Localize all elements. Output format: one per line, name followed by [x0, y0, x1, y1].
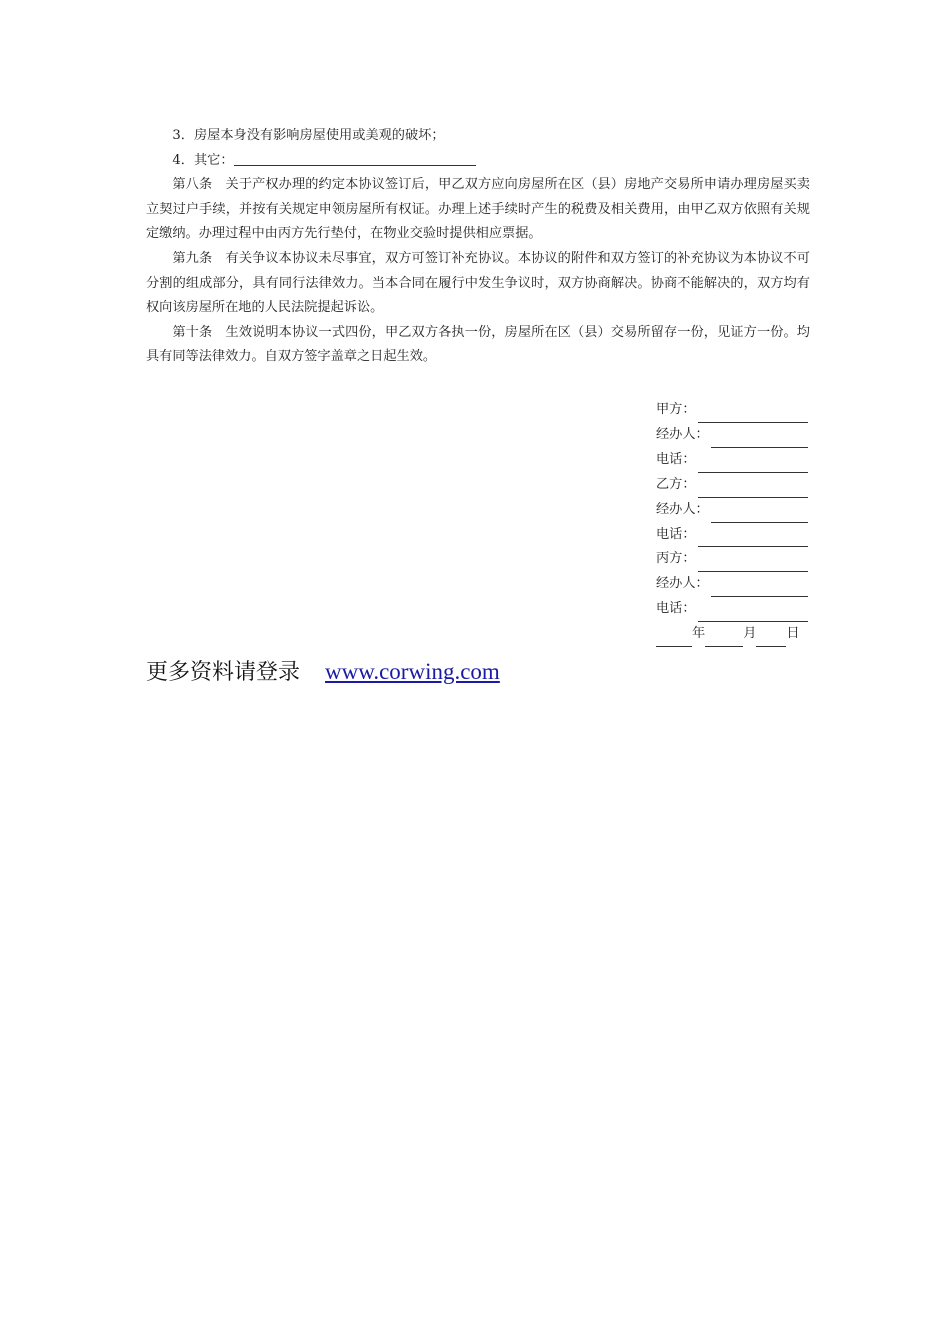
party-c-row: [656, 547, 808, 572]
party-a-row: [656, 398, 808, 423]
article-10: 第十条 生效说明本协议一式四份，甲乙双方各执一份，房屋所在区（县）交易所留存一份，见证方一份。均具有同等法律效力。自双方签字盖章之日起生效。: [146, 324, 810, 365]
footer-promo: [146, 655, 500, 690]
party-c-phone-label: 电话：: [656, 601, 696, 617]
clause-item-4-label: 4．其它：: [172, 152, 234, 168]
party-c-label: 丙方：: [656, 551, 696, 567]
party-c-agent-blank: [711, 580, 808, 597]
year-label: 年: [692, 626, 706, 642]
party-c-agent-row: [656, 572, 808, 597]
date-row: [656, 622, 808, 647]
month-label: 月: [743, 626, 757, 642]
party-b-agent-blank: [711, 506, 808, 523]
party-c-agent-label: 经办人：: [656, 576, 709, 592]
party-b-blank: [698, 481, 808, 498]
day-label: 日: [786, 626, 800, 642]
party-a-agent-blank: [711, 431, 808, 448]
party-a-blank: [698, 406, 808, 423]
party-c-phone-row: [656, 597, 808, 622]
signature-block: [656, 398, 808, 647]
article-9: 第九条 有关争议本协议未尽事宜，双方可签订补充协议。本协议的附件和双方签订的补充协议为本协议不可分割的组成部分，具有同行法律效力。当本合同在履行中发生争议时，双方协商解决。协商不能解决的，双方均有权向该房屋所在地的人民法院提起诉讼。: [146, 250, 810, 316]
other-blank-line: [234, 151, 476, 166]
party-c-blank: [698, 555, 808, 572]
year-blank: [656, 630, 692, 647]
party-b-phone-label: 电话：: [656, 526, 696, 542]
party-b-row: [656, 473, 808, 498]
party-b-agent-label: 经办人：: [656, 501, 709, 517]
party-a-phone-blank: [698, 456, 808, 473]
month-blank: [705, 630, 743, 647]
party-a-agent-label: 经办人：: [656, 426, 709, 442]
party-a-label: 甲方：: [656, 402, 696, 417]
party-b-phone-row: [656, 523, 808, 548]
party-b-agent-row: [656, 498, 808, 523]
footer-website-link[interactable]: www.corwing.com: [325, 659, 500, 684]
party-c-phone-blank: [698, 605, 808, 622]
party-a-phone-label: 电话：: [656, 451, 696, 467]
party-b-phone-blank: [698, 530, 808, 547]
clause-item-3: 3．房屋本身没有影响房屋使用或美观的破坏；: [172, 128, 445, 143]
party-a-agent-row: [656, 423, 808, 448]
article-8: 第八条 关于产权办理的约定本协议签订后，甲乙双方应向房屋所在区（县）房地产交易所申请办理房屋买卖立契过户手续，并按有关规定申领房屋所有权证。办理上述手续时产生的税费及相关费用，由甲乙双方依照有关规定缴纳。办理过程中由丙方先行垫付，在物业交验时提供相应票据。: [146, 177, 810, 242]
clause-item-4: [146, 149, 810, 174]
party-b-label: 乙方：: [656, 476, 696, 492]
day-blank: [756, 630, 786, 647]
party-a-phone-row: [656, 448, 808, 473]
footer-label: 更多资料请登录: [146, 660, 301, 685]
contract-body: [146, 124, 810, 370]
